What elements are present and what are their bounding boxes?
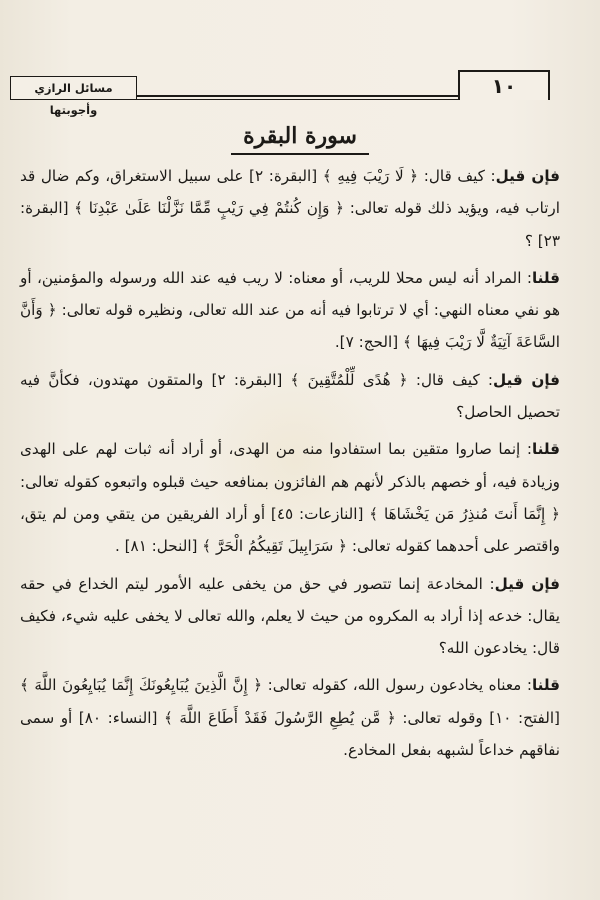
paragraph-text: : المخادعة إنما تتصور في حق من يخفى عليه الأمور ليتم الخداع في حقه يقال: خدعه إذا أراد به المكروه من حيث لا يعلم، والله تعالى لا يخفى عليه شيء، فكيف قال: يخادعون الله؟ [20, 574, 560, 658]
book-title: مسائل الرازي وأجوبتها [10, 76, 137, 99]
paragraph [20, 364, 560, 429]
page-header [10, 70, 550, 117]
paragraph-lead: فإن قيل [495, 167, 560, 185]
paragraph [20, 669, 560, 766]
paragraph-text: : المراد أنه ليس محلا للريب، أو معناه: لا ريب فيه عند الله ورسوله والمؤمنين، أو هو نفي معناه النهي: أي لا ترتابوا فيه أنه من عند الله تعالى، ونظيره قوله تعالى: ﴿ وَأَنَّ السَّاعَةَ آتِيَةٌ لَّا رَيْبَ فِيهَا ﴾ [الحج: ٧]. [20, 268, 560, 352]
paragraph [20, 433, 560, 562]
paragraph-text: : كيف قال: ﴿ لَا رَيْبَ فِيهِ ﴾ [البقرة: ٢] على سبيل الاستغراق، وكم ضال قد ارتاب فيه، ويؤيد ذلك قوله تعالى: ﴿ وَإِن كُنتُمْ فِي رَيْبٍ مِّمَّا نَزَّلْنَا عَلَىٰ عَبْدِنَا ﴾ [البقرة: ٢٣] ؟ [20, 167, 560, 250]
paragraph-text: : معناه يخادعون رسول الله، كقوله تعالى: ﴿ إِنَّ الَّذِينَ يُبَايِعُونَكَ إِنَّمَا يُبَايِعُونَ اللَّهَ ﴾ [الفتح: ١٠] وقوله تعالى: ﴿ مَّن يُطِعِ الرَّسُولَ فَقَدْ أَطَاعَ اللَّهَ ﴾ [النساء: ٨٠] أو سمى نفاقهم خداعاً لشبهه بفعل المخادع. [20, 676, 560, 760]
paragraph-lead: قلنا [531, 676, 560, 695]
surah-title-text: سورة البقرة [231, 123, 369, 155]
paragraph [20, 568, 560, 665]
paragraph-lead: فإن قيل [493, 370, 560, 389]
paragraph-lead: فإن قيل [494, 574, 560, 593]
paragraph-lead: قلنا [531, 268, 560, 287]
paragraph [20, 160, 560, 257]
page-number: ١٠ [458, 70, 550, 100]
page-body [20, 160, 560, 766]
paragraph-text: : إنما صاروا متقين بما استفادوا منه من الهدى، أو أراد أنه ثبات لهم على الهدى وزيادة فيه، أو خصهم بالذكر لأنهم هم الفائزون بمنافعه حيث قبلوه واتبعوه كقوله تعالى: ﴿ إِنَّمَا أَنتَ مُنذِرُ مَن يَخْشَاهَا ﴾ [النازعات: ٤٥] أو أراد الفريقين من يتقي ومن لم يتق، واقتصر على أحدهما كقوله تعالى: ﴿ سَرَابِيلَ تَقِيكُمُ الْحَرَّ ﴾ [النحل: ٨١] . [20, 440, 561, 556]
paragraph-text: : كيف قال: ﴿ هُدًى لِّلْمُتَّقِينَ ﴾ [البقرة: ٢] والمتقون مهتدون، فكأنَّ فيه تحصيل الحاصل؟ [20, 370, 560, 422]
paragraph-lead: قلنا [531, 440, 560, 459]
surah-title [0, 123, 600, 155]
paragraph [20, 262, 560, 359]
